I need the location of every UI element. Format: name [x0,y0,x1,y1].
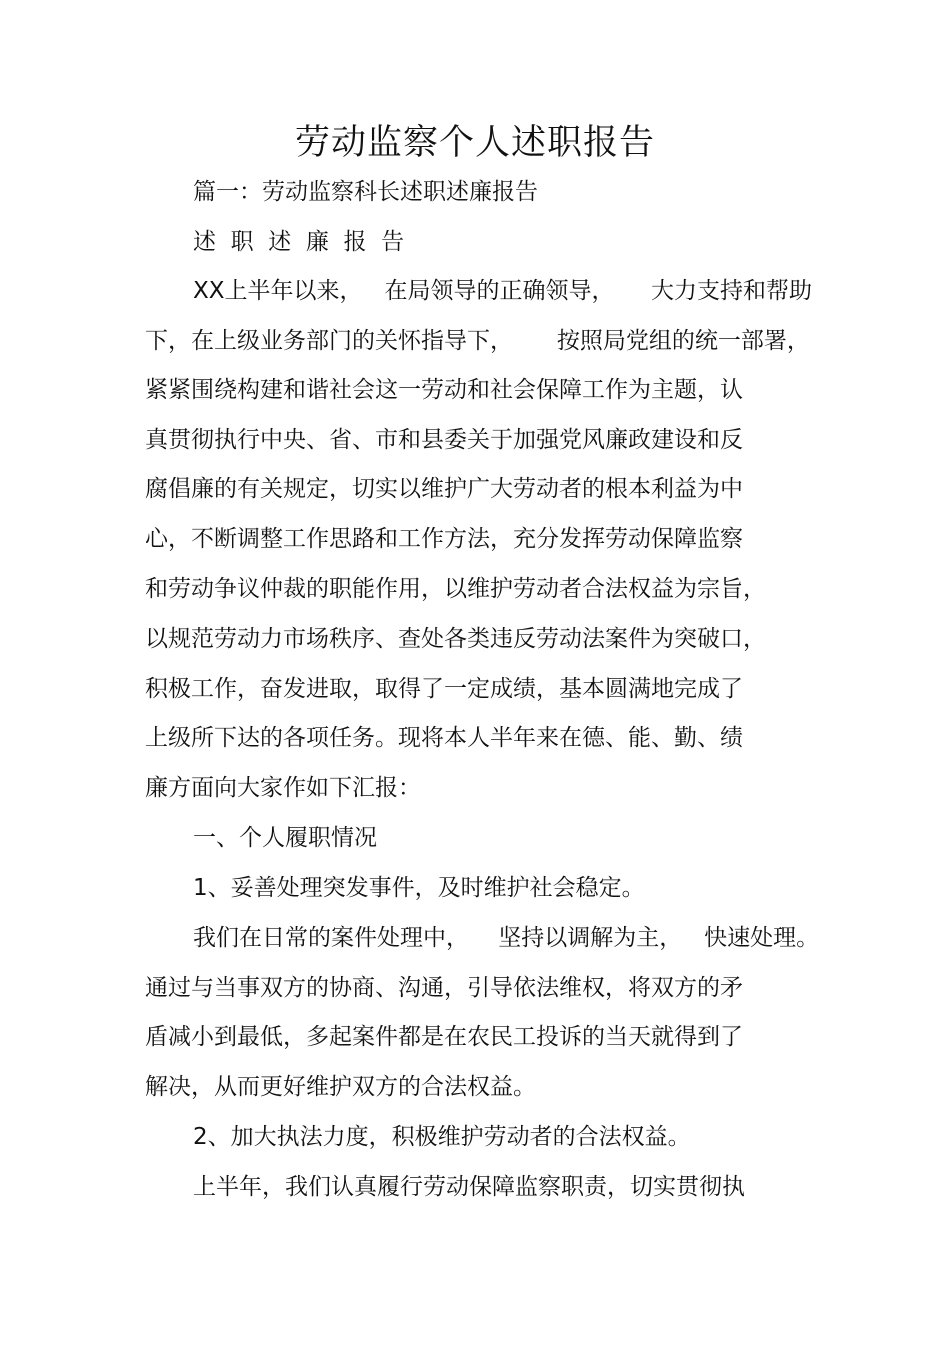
paragraph-line: 上级所下达的各项任务。现将本人半年来在德、能、勤、绩 [145,725,743,751]
paragraph-line: 心，不断调整工作思路和工作方法，充分发挥劳动保障监察 [145,526,743,552]
paragraph-line: 上半年，我们认真履行劳动保障监察职责，切实贯彻执 [193,1174,745,1200]
document-title: 劳动监察个人述职报告 [294,123,655,163]
paragraph-line: 真贯彻执行中央、省、市和县委关于加强党风廉政建设和反 [145,427,743,453]
paragraph-line: 我们在日常的案件处理中， 坚持以调解为主， 快速处理。 [193,925,820,951]
paragraph-line: 以规范劳动力市场秩序、查处各类违反劳动法案件为突破口， [145,626,766,652]
paragraph-line: 积极工作，奋发进取，取得了一定成绩，基本圆满地完成了 [145,676,743,702]
section-heading: 一、个人履职情况 [193,825,377,851]
paragraph-line: 下，在上级业务部门的关怀指导下， 按照局党组的统一部署， [145,328,810,354]
report-heading: 述 职 述 廉 报 告 [193,229,405,255]
paragraph-line: 和劳动争议仲裁的职能作用，以维护劳动者合法权益为宗旨， [145,576,766,602]
paragraph-line: 腐倡廉的有关规定，切实以维护广大劳动者的根本利益为中 [145,476,743,502]
paragraph-line: 盾减小到最低，多起案件都是在农民工投诉的当天就得到了 [145,1024,743,1050]
paragraph-line: 通过与当事双方的协商、沟通，引导依法维权，将双方的矛 [145,975,743,1001]
subsection-heading: 2、加大执法力度，积极维护劳动者的合法权益。 [193,1124,691,1150]
paragraph-line: 解决，从而更好维护双方的合法权益。 [145,1074,536,1100]
subtitle-line: 篇一：劳动监察科长述职述廉报告 [193,179,538,205]
subsection-heading: 1、妥善处理突发事件，及时维护社会稳定。 [193,875,645,901]
paragraph-line: 紧紧围绕构建和谐社会这一劳动和社会保障工作为主题，认 [145,377,743,403]
paragraph-line: XX上半年以来， 在局领导的正确领导， 大力支持和帮助 [193,278,813,304]
paragraph-line: 廉方面向大家作如下汇报： [145,775,421,801]
